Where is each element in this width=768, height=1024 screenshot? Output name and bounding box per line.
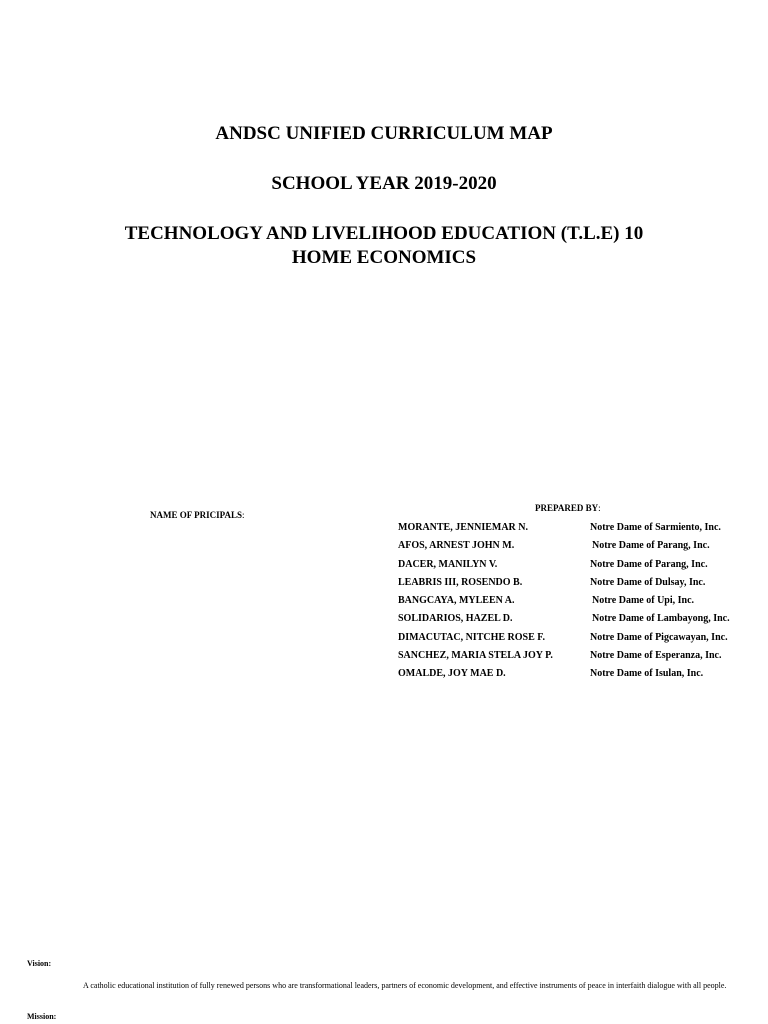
- preparer-name: SOLIDARIOS, HAZEL D.: [398, 613, 513, 625]
- preparer-school: Notre Dame of Upi, Inc.: [592, 595, 695, 607]
- preparer-name: SANCHEZ, MARIA STELA JOY P.: [398, 650, 553, 662]
- school-year-title: SCHOOL YEAR 2019-2020: [271, 173, 497, 194]
- principals-colon: :: [242, 510, 245, 520]
- preparer-name: BANGCAYA, MYLEEN A.: [398, 595, 515, 607]
- curriculum-map-title: ANDSC UNIFIED CURRICULUM MAP: [215, 123, 553, 144]
- preparer-name: OMALDE, JOY MAE D.: [398, 668, 506, 680]
- preparer-school: Notre Dame of Pigcawayan, Inc.: [590, 631, 728, 643]
- mission-label: Mission:: [27, 1012, 57, 1021]
- preparer-school: Notre Dame of Dulsay, Inc.: [590, 576, 706, 588]
- preparers-list: [398, 522, 758, 687]
- preparer-school: Notre Dame of Parang, Inc.: [592, 540, 710, 552]
- prepared-by-heading: [535, 503, 601, 513]
- vision-statement: A catholic educational institution of fully renewed persons who are transformational leaders, partners of economic development, and effective instruments of peace in interfaith dialogue with all people.: [83, 981, 727, 990]
- preparer-row: [398, 650, 758, 668]
- preparer-name: AFOS, ARNEST JOHN M.: [398, 540, 515, 552]
- preparer-school: Notre Dame of Esperanza, Inc.: [590, 650, 722, 662]
- preparer-name: MORANTE, JENNIEMAR N.: [398, 522, 528, 533]
- principals-heading: [150, 510, 245, 520]
- subject-subtitle: HOME ECONOMICS: [291, 247, 477, 268]
- preparer-row: [398, 559, 758, 577]
- document-header: [0, 122, 768, 270]
- preparer-school: Notre Dame of Isulan, Inc.: [590, 668, 704, 680]
- vision-label: Vision:: [27, 959, 52, 968]
- preparer-row: [398, 522, 758, 540]
- preparer-row: [398, 577, 758, 595]
- prepared-by-label: PREPARED BY: [535, 503, 599, 513]
- preparer-row: [398, 632, 758, 650]
- principals-label: NAME OF PRICIPALS: [150, 510, 242, 520]
- preparer-row: [398, 540, 758, 558]
- preparer-school: Notre Dame of Lambayong, Inc.: [592, 613, 730, 625]
- preparer-school: Notre Dame of Sarmiento, Inc.: [590, 522, 721, 533]
- subject-title: TECHNOLOGY AND LIVELIHOOD EDUCATION (T.L.E) 10: [124, 223, 644, 244]
- preparer-name: DACER, MANILYN V.: [398, 558, 498, 570]
- preparer-row: [398, 668, 758, 686]
- preparer-row: [398, 613, 758, 631]
- preparer-school: Notre Dame of Parang, Inc.: [590, 558, 708, 570]
- preparer-name: DIMACUTAC, NITCHE ROSE F.: [398, 631, 545, 643]
- preparer-name: LEABRIS III, ROSENDO B.: [398, 576, 523, 588]
- prepared-by-colon: :: [598, 503, 601, 513]
- preparer-row: [398, 595, 758, 613]
